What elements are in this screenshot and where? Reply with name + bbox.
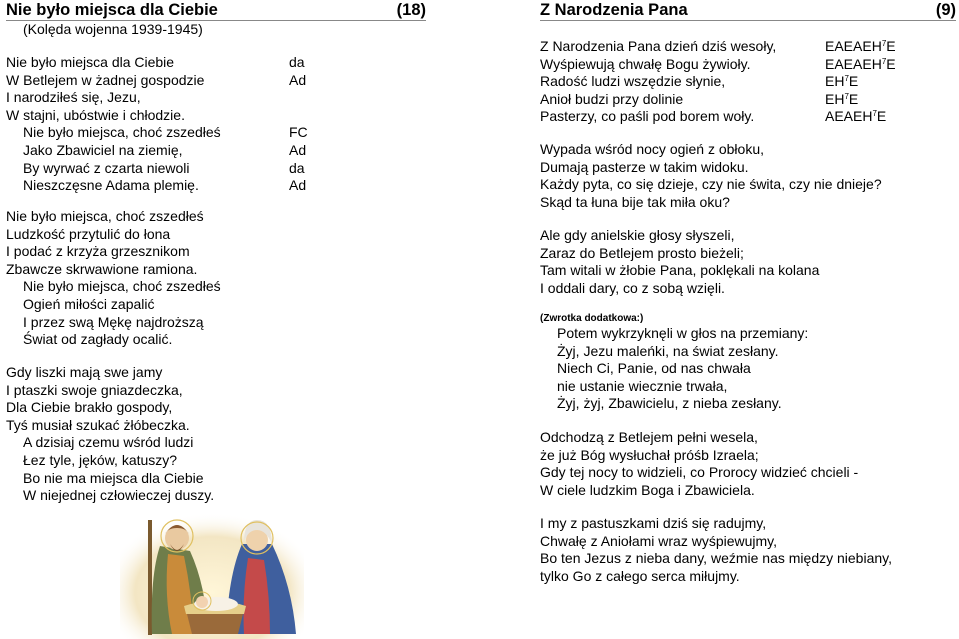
chord: $EH^7E$: [825, 73, 859, 90]
lyric-line: że już Bóg wysłuchał próśb Izraela;: [540, 446, 759, 463]
stanza-4: [540, 429, 956, 499]
chord: $EH^7E$: [825, 90, 859, 107]
stanza-3: [540, 227, 956, 297]
song-title: Nie było miejsca dla Ciebie: [6, 1, 218, 19]
lyric-line: I narodziłeś się, Jezu,: [6, 89, 141, 106]
song-number: (18): [396, 1, 426, 19]
extra-stanza-note: (Zwrotka dodatkowa:): [540, 313, 644, 324]
lyric-line: I podać z krzyża grzesznikom: [6, 243, 190, 260]
stanza-2: [540, 141, 956, 211]
lyric-line: Ale gdy anielskie głosy słyszeli,: [540, 227, 735, 243]
lyric-line: Świat od zagłady ocalić.: [23, 331, 173, 348]
lyric-line: By wyrwać z czarta niewoli da: [23, 159, 305, 176]
stanza-extra: [540, 325, 956, 413]
lyric-line: I my z pastuszkami dziś się radujmy,: [540, 515, 767, 531]
lyric-line: Żyj, żyj, Zbawicielu, z nieba zesłany.: [557, 395, 782, 412]
lyric-line: Nie było miejsca, choć zszedłeś: [6, 208, 204, 224]
song-subtitle: (Kolęda wojenna 1939-1945): [23, 21, 203, 37]
lyric-line: Nie było miejsca dla Ciebie da: [6, 54, 305, 70]
chord: AEAEH$^7$E: [825, 108, 887, 125]
chord: da: [289, 54, 305, 70]
lyric-line: Potem wykrzyknęli w głos na przemiany:: [557, 325, 809, 341]
lyric-line: Tyś musiał szukać żłóbeczka.: [6, 416, 190, 433]
chord: da: [289, 159, 305, 176]
song-header: [6, 0, 426, 22]
lyric-line: Radość ludzi wszędzie słynie, $EH^7E$: [540, 73, 859, 90]
stanza-1: [6, 54, 426, 195]
lyric-line: Ogień miłości zapalić: [23, 295, 155, 312]
stanza-3: [6, 364, 426, 505]
lyric-line: Wypada wśród nocy ogień z obłoku,: [540, 141, 764, 157]
lyric-line: Jako Zbawiciel na ziemię, Ad: [23, 141, 307, 158]
lyric-line: Chwałę z Aniołami wraz wyśpiewujmy,: [540, 532, 778, 549]
song-number: (9): [935, 1, 956, 19]
lyric-line: Łez tyle, jęków, katuszy?: [23, 451, 178, 468]
stanza-2: [6, 208, 426, 349]
lyric-line: A dzisiaj czemu wśród ludzi: [23, 434, 194, 451]
chord: Ad: [289, 71, 307, 88]
lyric-line: Bo nie ma miejsca dla Ciebie: [23, 469, 204, 486]
song-header: [540, 0, 956, 22]
nativity-illustration: [120, 506, 304, 639]
lyric-line: Pasterzy, co paśli pod borem woły. AEAEH$^7$E: [540, 108, 887, 125]
chord: FC: [289, 124, 308, 141]
chord: Ad: [289, 177, 307, 194]
lyric-line: Tam witali w żłobie Pana, poklękali na kolana: [540, 262, 820, 279]
lyric-line: tylko Go z całego serca miłujmy.: [540, 567, 740, 584]
lyric-line: Zaraz do Betlejem prosto bieżeli;: [540, 244, 744, 261]
lyric-line: Z Narodzenia Pana dzień dziś wesoły, EAEAEH$^7$E: [540, 38, 896, 54]
stanza-5: [540, 515, 956, 585]
lyric-line: Bo ten Jezus z nieba dany, weźmie nas między niebiany,: [540, 550, 893, 567]
lyric-line: Gdy liszki mają swe jamy: [6, 364, 163, 380]
lyric-line: Zbawcze skrwawione ramiona.: [6, 260, 198, 277]
lyric-line: Każdy pyta, co się dzieje, czy nie świta, czy nie dnieje?: [540, 176, 882, 193]
lyric-line: Dla Ciebie brakło gospody,: [6, 399, 173, 416]
lyric-line: Niech Ci, Panie, od nas chwała: [557, 360, 751, 377]
chord: Ad: [289, 141, 307, 158]
lyric-line: I oddali dary, co z sobą wzięli.: [540, 279, 725, 296]
header-divider: [540, 20, 956, 21]
lyric-line: Nieszczęsne Adama plemię. Ad: [23, 177, 307, 194]
lyric-line: Odchodzą z Betlejem pełni wesela,: [540, 429, 758, 445]
lyric-line: W ciele ludzkim Boga i Zbawiciela.: [540, 481, 755, 498]
lyric-line: W niejednej człowieczej duszy.: [23, 487, 215, 504]
lyric-line: W Betlejem w żadnej gospodzie Ad: [6, 71, 307, 88]
lyric-line: Żyj, Jezu maleńki, na świat zesłany.: [557, 342, 779, 359]
chord: EAEAEH$^7$E: [825, 55, 896, 72]
lyric-line: Skąd ta łuna bije tak miła oku?: [540, 193, 730, 210]
lyric-line: W stajni, ubóstwie i chłodzie.: [6, 106, 185, 123]
lyric-line: nie ustanie wiecznie trwała,: [557, 377, 728, 394]
lyric-line: Nie było miejsca, choć zszedłeś FC: [23, 124, 308, 141]
stanza-1: [540, 38, 956, 126]
lyric-line: Anioł budzi przy dolinie $EH^7E$: [540, 90, 859, 107]
lyric-line: I przez swą Mękę najdroższą: [23, 313, 204, 330]
lyric-line: Nie było miejsca, choć zszedłeś: [23, 278, 221, 295]
lyric-line: Gdy tej nocy to widzieli, co Prorocy widzieć chcieli -: [540, 464, 859, 481]
lyric-line: Wyśpiewują chwałę Bogu żywioły. EAEAEH$^7$E: [540, 55, 896, 72]
song-title: Z Narodzenia Pana: [540, 1, 688, 19]
lyric-line: Dumają pasterze w takim widoku.: [540, 158, 749, 175]
lyric-line: Ludzkość przytulić do łona: [6, 225, 171, 242]
lyric-line: I ptaszki swoje gniazdeczka,: [6, 381, 183, 398]
chord: EAEAEH$^7$E: [825, 38, 896, 54]
